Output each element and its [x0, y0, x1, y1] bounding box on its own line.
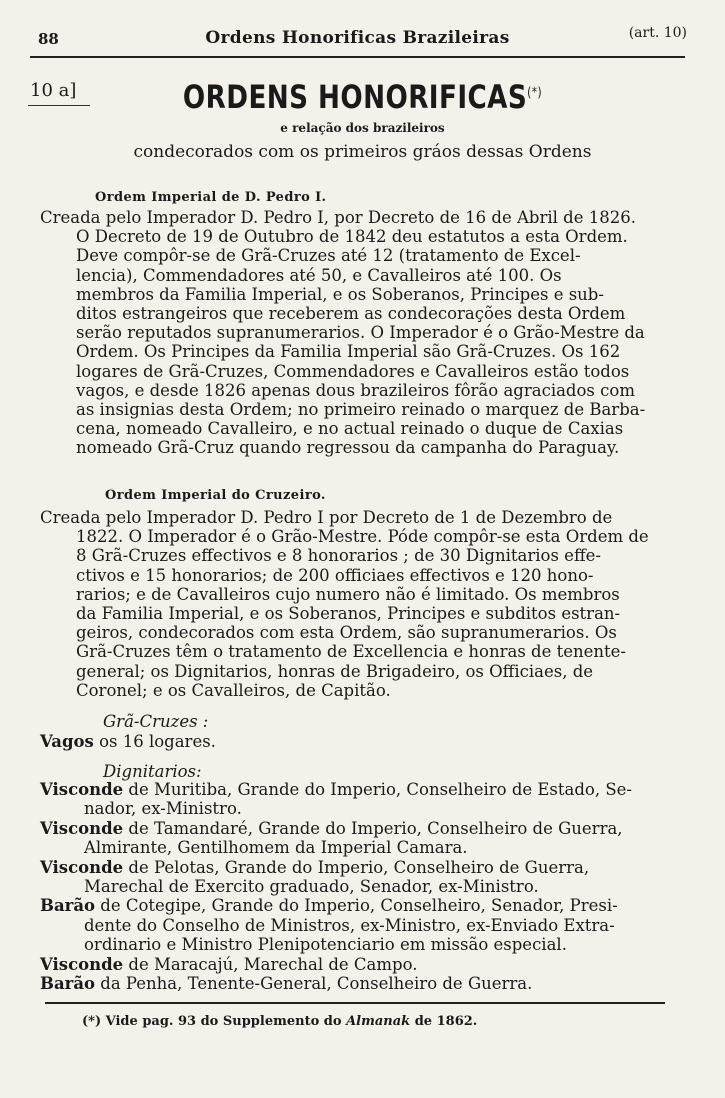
paragraph-line: serão reputados supranumerarios. O Imperador é o Grão-Mestre da	[76, 323, 645, 343]
dignitario-entry	[40, 974, 670, 993]
footnote-mark: (*)	[82, 1014, 102, 1029]
paragraph-line: lencia), Commendadores até 50, e Cavalleiros até 100. Os	[76, 265, 562, 285]
footnote-year: de 1862.	[414, 1014, 478, 1029]
order-heading-pedro: Ordem Imperial de D. Pedro I.	[95, 190, 327, 205]
paragraph-line: membros da Familia Imperial, e os Soberanos, Principes e sub-	[76, 284, 604, 304]
paragraph-line: Deve compôr-se de Grã-Cruzes até 12 (tratamento de Excel-	[76, 246, 581, 266]
dignitario-entry	[40, 858, 670, 897]
dignitario-text: nador, ex-Ministro.	[84, 799, 242, 819]
paragraph-line: rarios; e de Cavalleiros cujo numero não é limitado. Os membros	[76, 584, 620, 604]
dignitario-entry	[40, 780, 670, 819]
paragraph-line: 1822. O Imperador é o Grão-Mestre. Póde compôr-se esta Ordem de	[76, 527, 649, 547]
paragraph-line: geiros, condecorados com esta Ordem, são supranumerarios. Os	[76, 623, 617, 643]
dignitario-text: de Muritiba, Grande do Imperio, Conselheiro de Estado, Se-	[128, 780, 632, 799]
paragraph-line: Coronel; e os Cavalleiros, de Capitão.	[76, 680, 391, 700]
dignitario-title: Visconde	[40, 857, 124, 877]
dignitario-text: de Cotegipe, Grande do Imperio, Conselheiro, Senador, Presi-	[100, 896, 618, 916]
section-subtitle: e relação dos brazileiros	[280, 121, 445, 135]
footnote-marker: (*)	[527, 85, 543, 101]
dignitario-title: Barão	[40, 974, 96, 994]
dignitario-text: dente do Conselho de Ministros, ex-Ministro, ex-Enviado Extra-	[84, 915, 615, 935]
section-title	[65, 78, 660, 116]
dignitario-text: Almirante, Gentilhomem da Imperial Camara.	[84, 838, 468, 858]
paragraph-line: cena, nomeado Cavalleiro, e no actual reinado o duque de Caxias	[76, 419, 624, 439]
paragraph-line: logares de Grã-Cruzes, Commendadores e Cavalleiros estão todos	[76, 361, 630, 381]
section-number: 10 a]	[30, 80, 77, 101]
dignitario-entry	[40, 955, 670, 974]
paragraph-line: O Decreto de 19 de Outubro de 1842 deu estatutos a esta Ordem.	[76, 227, 628, 247]
dignitario-text: de Tamandaré, Grande do Imperio, Conselheiro de Guerra,	[128, 818, 623, 838]
paragraph-line: da Familia Imperial, e os Soberanos, Principes e subditos estran-	[76, 604, 621, 624]
pedro-order-paragraph	[40, 208, 670, 458]
paragraph-line: ditos estrangeiros que receberem as condecorações desta Ordem	[76, 304, 626, 324]
running-header	[28, 22, 687, 48]
footnote-text: Vide pag. 93 do Supplemento do	[105, 1014, 342, 1029]
dignitario-title: Barão	[40, 896, 96, 916]
dignitario-title: Visconde	[40, 954, 124, 974]
paragraph-line: Grã-Cruzes têm o tratamento de Excellencia e honras de tenente-	[76, 642, 626, 662]
dignitarios-heading: Dignitarios:	[103, 762, 202, 781]
page-number: 88	[38, 30, 59, 48]
paragraph-line: Creada pelo Imperador D. Pedro I por Decreto de 1 de Dezembro de	[40, 508, 613, 527]
dignitario-text: de Pelotas, Grande do Imperio, Conselheiro de Guerra,	[128, 857, 590, 877]
dignitario-entry	[40, 896, 670, 954]
section-title-text: ORDENS HONORIFICAS	[182, 78, 528, 116]
paragraph-line: general; os Dignitarios, honras de Brigadeiro, os Officiaes, de	[76, 661, 594, 681]
footnote-work: Almanak	[346, 1014, 411, 1029]
cruzeiro-order-paragraph	[40, 508, 670, 700]
section-subtitle-2: condecorados com os primeiros gráos dessas Ordens	[133, 142, 592, 162]
vagos-entry	[40, 732, 670, 751]
order-heading-cruzeiro: Ordem Imperial do Cruzeiro.	[105, 488, 326, 503]
footnote	[82, 1014, 477, 1029]
paragraph-line: ctivos e 15 honorarios; de 200 officiaes effectivos e 120 hono-	[76, 565, 594, 585]
vagos-text: os 16 logares.	[99, 732, 216, 751]
paragraph-line: as insignias desta Ordem; no primeiro reinado o marquez de Barba-	[76, 400, 646, 420]
dignitario-text: de Maracajú, Marechal de Campo.	[128, 954, 418, 974]
paragraph-line: vagos, e desde 1826 apenas dous brazileiros fôrão agraciados com	[76, 380, 635, 400]
dignitario-title: Visconde	[40, 818, 124, 838]
dignitario-text: da Penha, Tenente-General, Conselheiro de Guerra.	[100, 974, 533, 994]
dignitario-text: Marechal de Exercito graduado, Senador, ex-Ministro.	[84, 877, 539, 897]
dignitario-entry	[40, 819, 670, 858]
article-reference: (art. 10)	[628, 25, 687, 41]
paragraph-line: 8 Grã-Cruzes effectivos e 8 honorarios ; de 30 Dignitarios effe-	[76, 546, 602, 566]
vagos-label: Vagos	[40, 732, 94, 751]
paragraph-line: Creada pelo Imperador D. Pedro I, por Decreto de 16 de Abril de 1826.	[40, 208, 636, 227]
header-rule	[30, 56, 685, 58]
dignitario-title: Visconde	[40, 780, 124, 799]
paragraph-line: Ordem. Os Principes da Familia Imperial são Grã-Cruzes. Os 162	[76, 342, 621, 362]
dignitarios-list	[40, 780, 670, 993]
gra-cruzes-heading: Grã-Cruzes :	[103, 712, 209, 731]
dignitario-text: ordinario e Ministro Plenipotenciario em missão especial.	[84, 935, 567, 955]
paragraph-line: nomeado Grã-Cruz quando regressou da campanha do Paraguay.	[76, 438, 620, 458]
running-title: Ordens Honorificas Brazileiras	[205, 28, 510, 48]
footnote-rule	[45, 1002, 665, 1004]
